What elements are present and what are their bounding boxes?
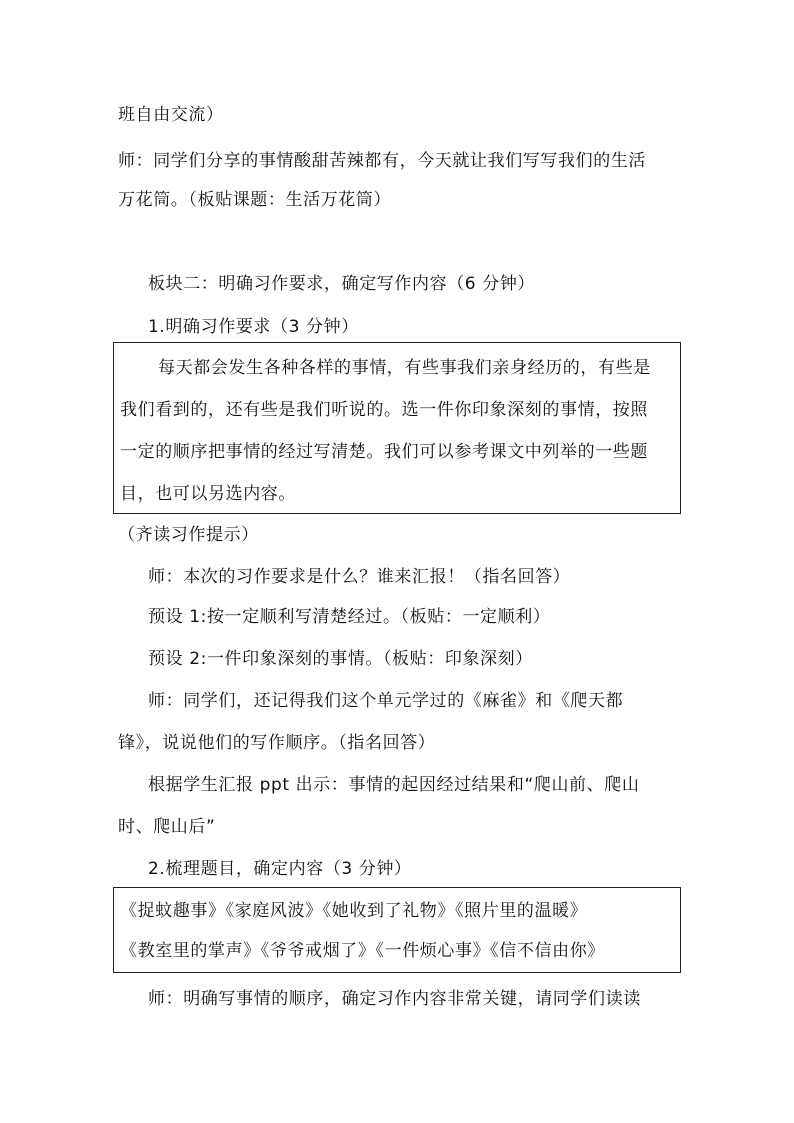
teacher-question-2-line-1: 师：同学们，还记得我们这个单元学过的《麻雀》和《爬天都 bbox=[148, 691, 624, 711]
preset-1: 预设 1:按一定顺利写清楚经过。（板贴：一定顺利） bbox=[148, 607, 551, 627]
requirement-line-4: 目，也可以另选内容。 bbox=[120, 484, 296, 504]
ppt-line-2: 时、爬山后” bbox=[118, 817, 216, 837]
topics-line-2: 《教室里的掌声》《爷爷戒烟了》《一件烦心事》《信不信由你》 bbox=[120, 941, 605, 961]
preset-2: 预设 2:一件印象深刻的事情。（板贴：印象深刻） bbox=[148, 649, 533, 669]
requirement-line-1: 每天都会发生各种各样的事情，有些事我们亲身经历的，有些是 bbox=[158, 358, 651, 378]
ppt-line-1: 根据学生汇报 ppt 出示：事情的起因经过结果和“爬山前、爬山 bbox=[148, 775, 640, 795]
requirement-line-2: 我们看到的，还有些是我们听说的。选一件你印象深刻的事情，按照 bbox=[120, 400, 648, 420]
teacher-question-1: 师：本次的习作要求是什么？谁来汇报！（指名回答） bbox=[148, 567, 571, 587]
requirement-box bbox=[113, 342, 681, 514]
topics-line-1: 《捉蚊趣事》《家庭风波》《她收到了礼物》《照片里的温暖》 bbox=[120, 901, 588, 921]
requirement-line-3: 一定的顺序把事情的经过写清楚。我们可以参考课文中列举的一些题 bbox=[120, 442, 648, 462]
intro-line-1: 班自由交流） bbox=[118, 105, 224, 125]
subheading-1: 1.明确习作要求（3 分钟） bbox=[148, 317, 359, 337]
intro-line-2: 师：同学们分享的事情酸甜苦辣都有，今天就让我们写写我们的生活 bbox=[118, 151, 646, 171]
teacher-question-2-line-2: 锋》，说说他们的写作顺序。（指名回答） bbox=[118, 733, 436, 753]
intro-line-3: 万花筒。（板贴课题：生活万花筒） bbox=[118, 190, 392, 210]
subheading-2: 2.梳理题目，确定内容（3 分钟） bbox=[148, 859, 412, 879]
teacher-last-line: 师：明确写事情的顺序，确定习作内容非常关键，请同学们读读 bbox=[148, 989, 641, 1009]
section-heading: 板块二：明确习作要求，确定写作内容（6 分钟） bbox=[148, 274, 536, 294]
topics-box bbox=[113, 887, 681, 973]
read-aloud-note: （齐读习作提示） bbox=[118, 525, 259, 545]
